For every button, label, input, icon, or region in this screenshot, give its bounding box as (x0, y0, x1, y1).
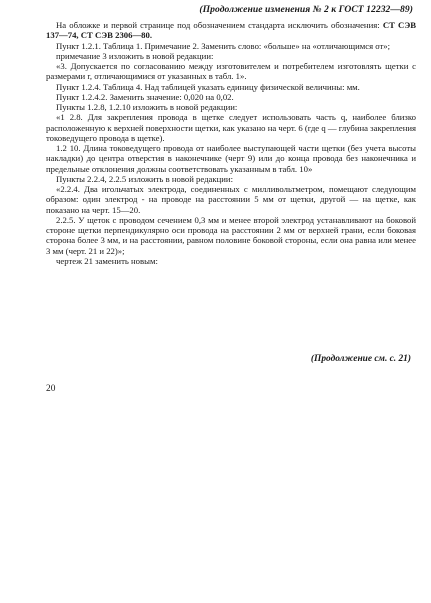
continued-note: (Продолжение см. с. 21) (310, 354, 411, 364)
paragraph-11: «2.2.4. Два игольчатых электрода, соединенных с милливольтметром, помещают следующим образом: один электрод - на проводе на расстоянии 5 мм от щетки, другой — на щетке, как показано на черт. 15—20. (46, 184, 416, 215)
paragraph-10: Пункты 2.2.4, 2.2.5 изложить в новой редакции: (56, 173, 233, 184)
paragraph-8: «1 2.8. Для закрепления провода в щетке следует использовать часть q, наиболее близко расположенную к верхней поверхности щетки, как указано на черт. 6 (где q — глубина закрепления токоведущего провода в щетке). (46, 112, 416, 143)
paragraph-2: Пункт 1.2.1. Таблица 1. Примечание 2. Заменить слово: «больше» на «отличающимся от»; (56, 40, 391, 51)
paragraph-7: Пункты 1.2.8, 1.2.10 изложить в новой редакции: (56, 102, 238, 112)
page-number: 20 (46, 384, 56, 394)
paragraph-3: примечание 3 изложить в новой редакции: (56, 50, 214, 61)
page-header: (Продолжение изменения № 2 к ГОСТ 12232—89) (199, 4, 413, 15)
paragraph-1-bold-designations: СТ СЭВ 137—74, СТ СЭВ 2306—80. (46, 20, 417, 41)
paragraph-9: 1.2 10. Длина токоведущего провода от наиболее выступающей части щетки (без учета высоты накладки) до центра отверстия в наконечнике (черт 9) или до конца провода без наконечника и предельные отклонения должны соответствовать указанным в табл. 10» (46, 143, 416, 174)
paragraph-5: Пункт 1.2.4. Таблица 4. Над таблицей указать единицу физической величины: мм. (56, 81, 360, 92)
paragraph-12: 2.2.5. У щеток с проводом сечением 0,3 мм и менее второй электрод устанавливают на боковой стороне щетки перпендикулярно оси провода на расстоянии 2 мм от верхней грани, если боковая сторона более 3 мм, и на расстоянии, равном половине боковой стороны, если она равна или менее 3 мм (черт. 21 и 22)»; (46, 214, 416, 256)
paragraph-13: чертеж 21 заменить новым: (56, 255, 158, 266)
paragraph-1-text: На обложке и первой странице под обозначением стандарта исключить обозначения: (56, 20, 383, 30)
paragraph-1 (46, 20, 416, 41)
paragraph-4: «3. Допускается по согласованию между изготовителем и потребителем изготовлять щетки с размерами r, отличающимися от указанных в табл. 1». (46, 61, 416, 82)
paragraph-6: Пункт 1.2.4.2. Заменить значение: 0,020 на 0,02. (56, 91, 234, 102)
document-body (46, 20, 416, 266)
